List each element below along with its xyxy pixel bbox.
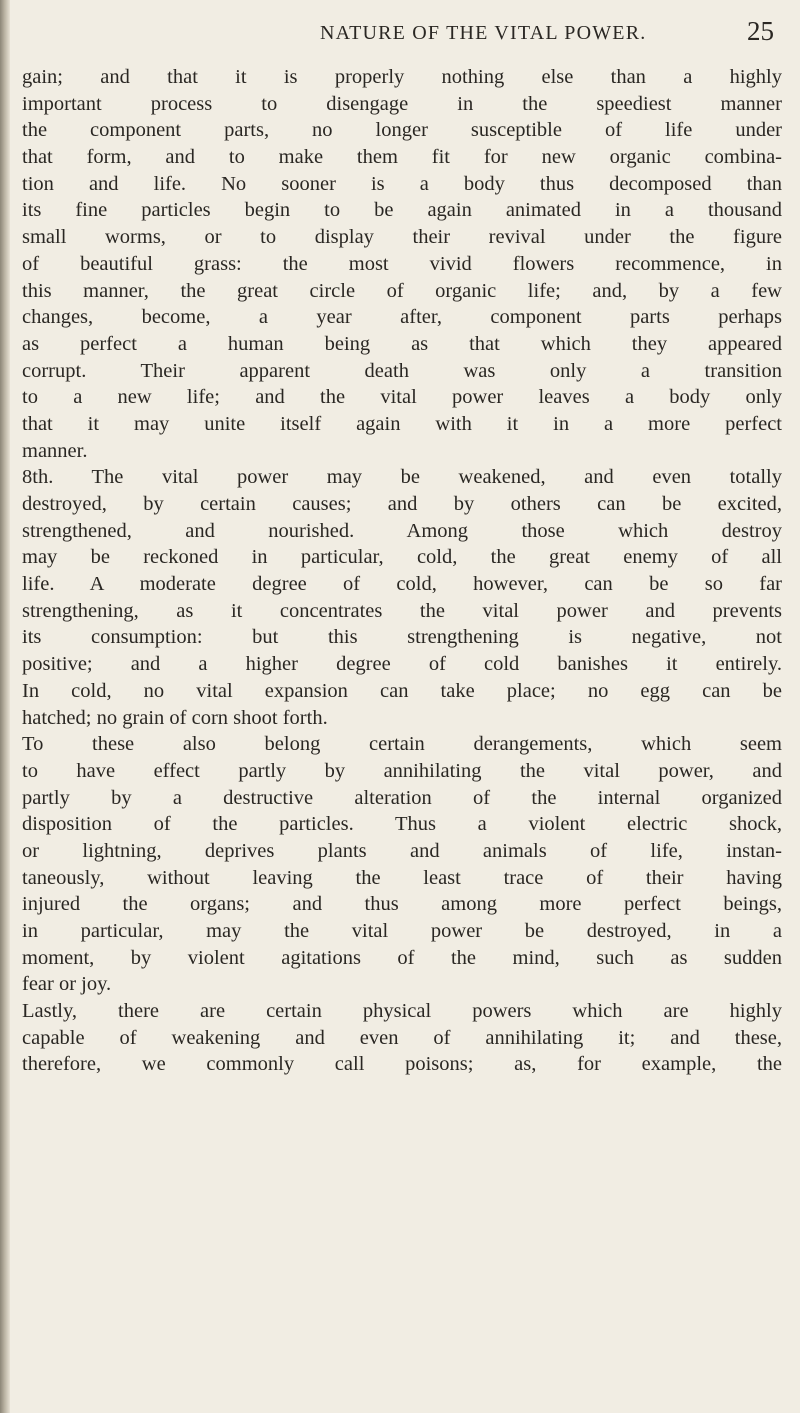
- text-line: strengthened, and nourished. Among those which destroy: [22, 519, 782, 542]
- text-line: small worms, or to display their revival under the figure: [22, 226, 782, 249]
- text-line: this manner, the great circle of organic life; and, by a few: [22, 279, 782, 302]
- text-line: to have effect partly by annihilating the vital power, and: [22, 759, 782, 782]
- running-title: NATURE OF THE VITAL POWER.: [320, 22, 647, 44]
- binding-gutter: [0, 0, 10, 1413]
- page-header: [0, 10, 800, 50]
- text-line: strengthening, as it concentrates the vital power and prevents: [22, 599, 782, 622]
- text-line: injured the organs; and thus among more perfect beings,: [22, 893, 782, 916]
- text-line: in particular, may the vital power be destroyed, in a: [22, 920, 782, 942]
- text-line: of beautiful grass: the most vivid flowers recommence, in: [22, 252, 782, 275]
- text-line: disposition of the particles. Thus a violent electric shock,: [22, 813, 782, 836]
- text-line: that it may unite itself again with it in a more perfect: [22, 412, 782, 435]
- text-line: life. A moderate degree of cold, however, can be so far: [22, 573, 782, 596]
- text-line: 8th. The vital power may be weakened, and even totally: [22, 466, 782, 489]
- text-line: taneously, without leaving the least trace of their having: [22, 866, 782, 889]
- page-number: 25: [747, 16, 774, 46]
- text-line: its fine particles begin to be again animated in a thousand: [22, 199, 782, 222]
- text-line: gain; and that it is properly nothing else than a highly: [22, 66, 782, 88]
- text-line: hatched; no grain of corn shoot forth.: [22, 706, 328, 729]
- text-line: moment, by violent agitations of the mind, such as sudden: [22, 946, 782, 969]
- text-line: fear or joy.: [22, 973, 112, 996]
- text-line: In cold, no vital expansion can take place; no egg can be: [22, 679, 782, 702]
- text-line: as perfect a human being as that which they appeared: [22, 332, 782, 355]
- text-line: partly by a destructive alteration of the internal organized: [22, 786, 782, 809]
- text-line: changes, become, a year after, component parts perhaps: [22, 306, 782, 329]
- text-line: that form, and to make them fit for new organic combina-: [22, 146, 782, 169]
- text-line: its consumption: but this strengthening is negative, not: [22, 626, 782, 649]
- text-line: corrupt. Their apparent death was only a transition: [22, 359, 782, 382]
- text-line: positive; and a higher degree of cold banishes it entirely.: [22, 653, 782, 676]
- text-line: to a new life; and the vital power leaves a body only: [22, 386, 782, 409]
- text-line: the component parts, no longer susceptible of life under: [22, 119, 782, 142]
- text-line: or lightning, deprives plants and animals of life, instan-: [22, 839, 782, 862]
- text-line: manner.: [22, 439, 88, 462]
- body-text: [22, 64, 782, 1078]
- text-line: therefore, we commonly call poisons; as, for example, the: [22, 1053, 782, 1076]
- text-line: Lastly, there are certain physical powers which are highly: [22, 1000, 782, 1023]
- text-line: may be reckoned in particular, cold, the great enemy of all: [22, 546, 782, 569]
- text-line: tion and life. No sooner is a body thus decomposed than: [22, 172, 782, 195]
- text-line: destroyed, by certain causes; and by others can be excited,: [22, 493, 782, 515]
- text-line: To these also belong certain derangements, which seem: [22, 733, 782, 756]
- text-line: capable of weakening and even of annihilating it; and these,: [22, 1026, 782, 1049]
- text-line: important process to disengage in the speediest manner: [22, 92, 782, 115]
